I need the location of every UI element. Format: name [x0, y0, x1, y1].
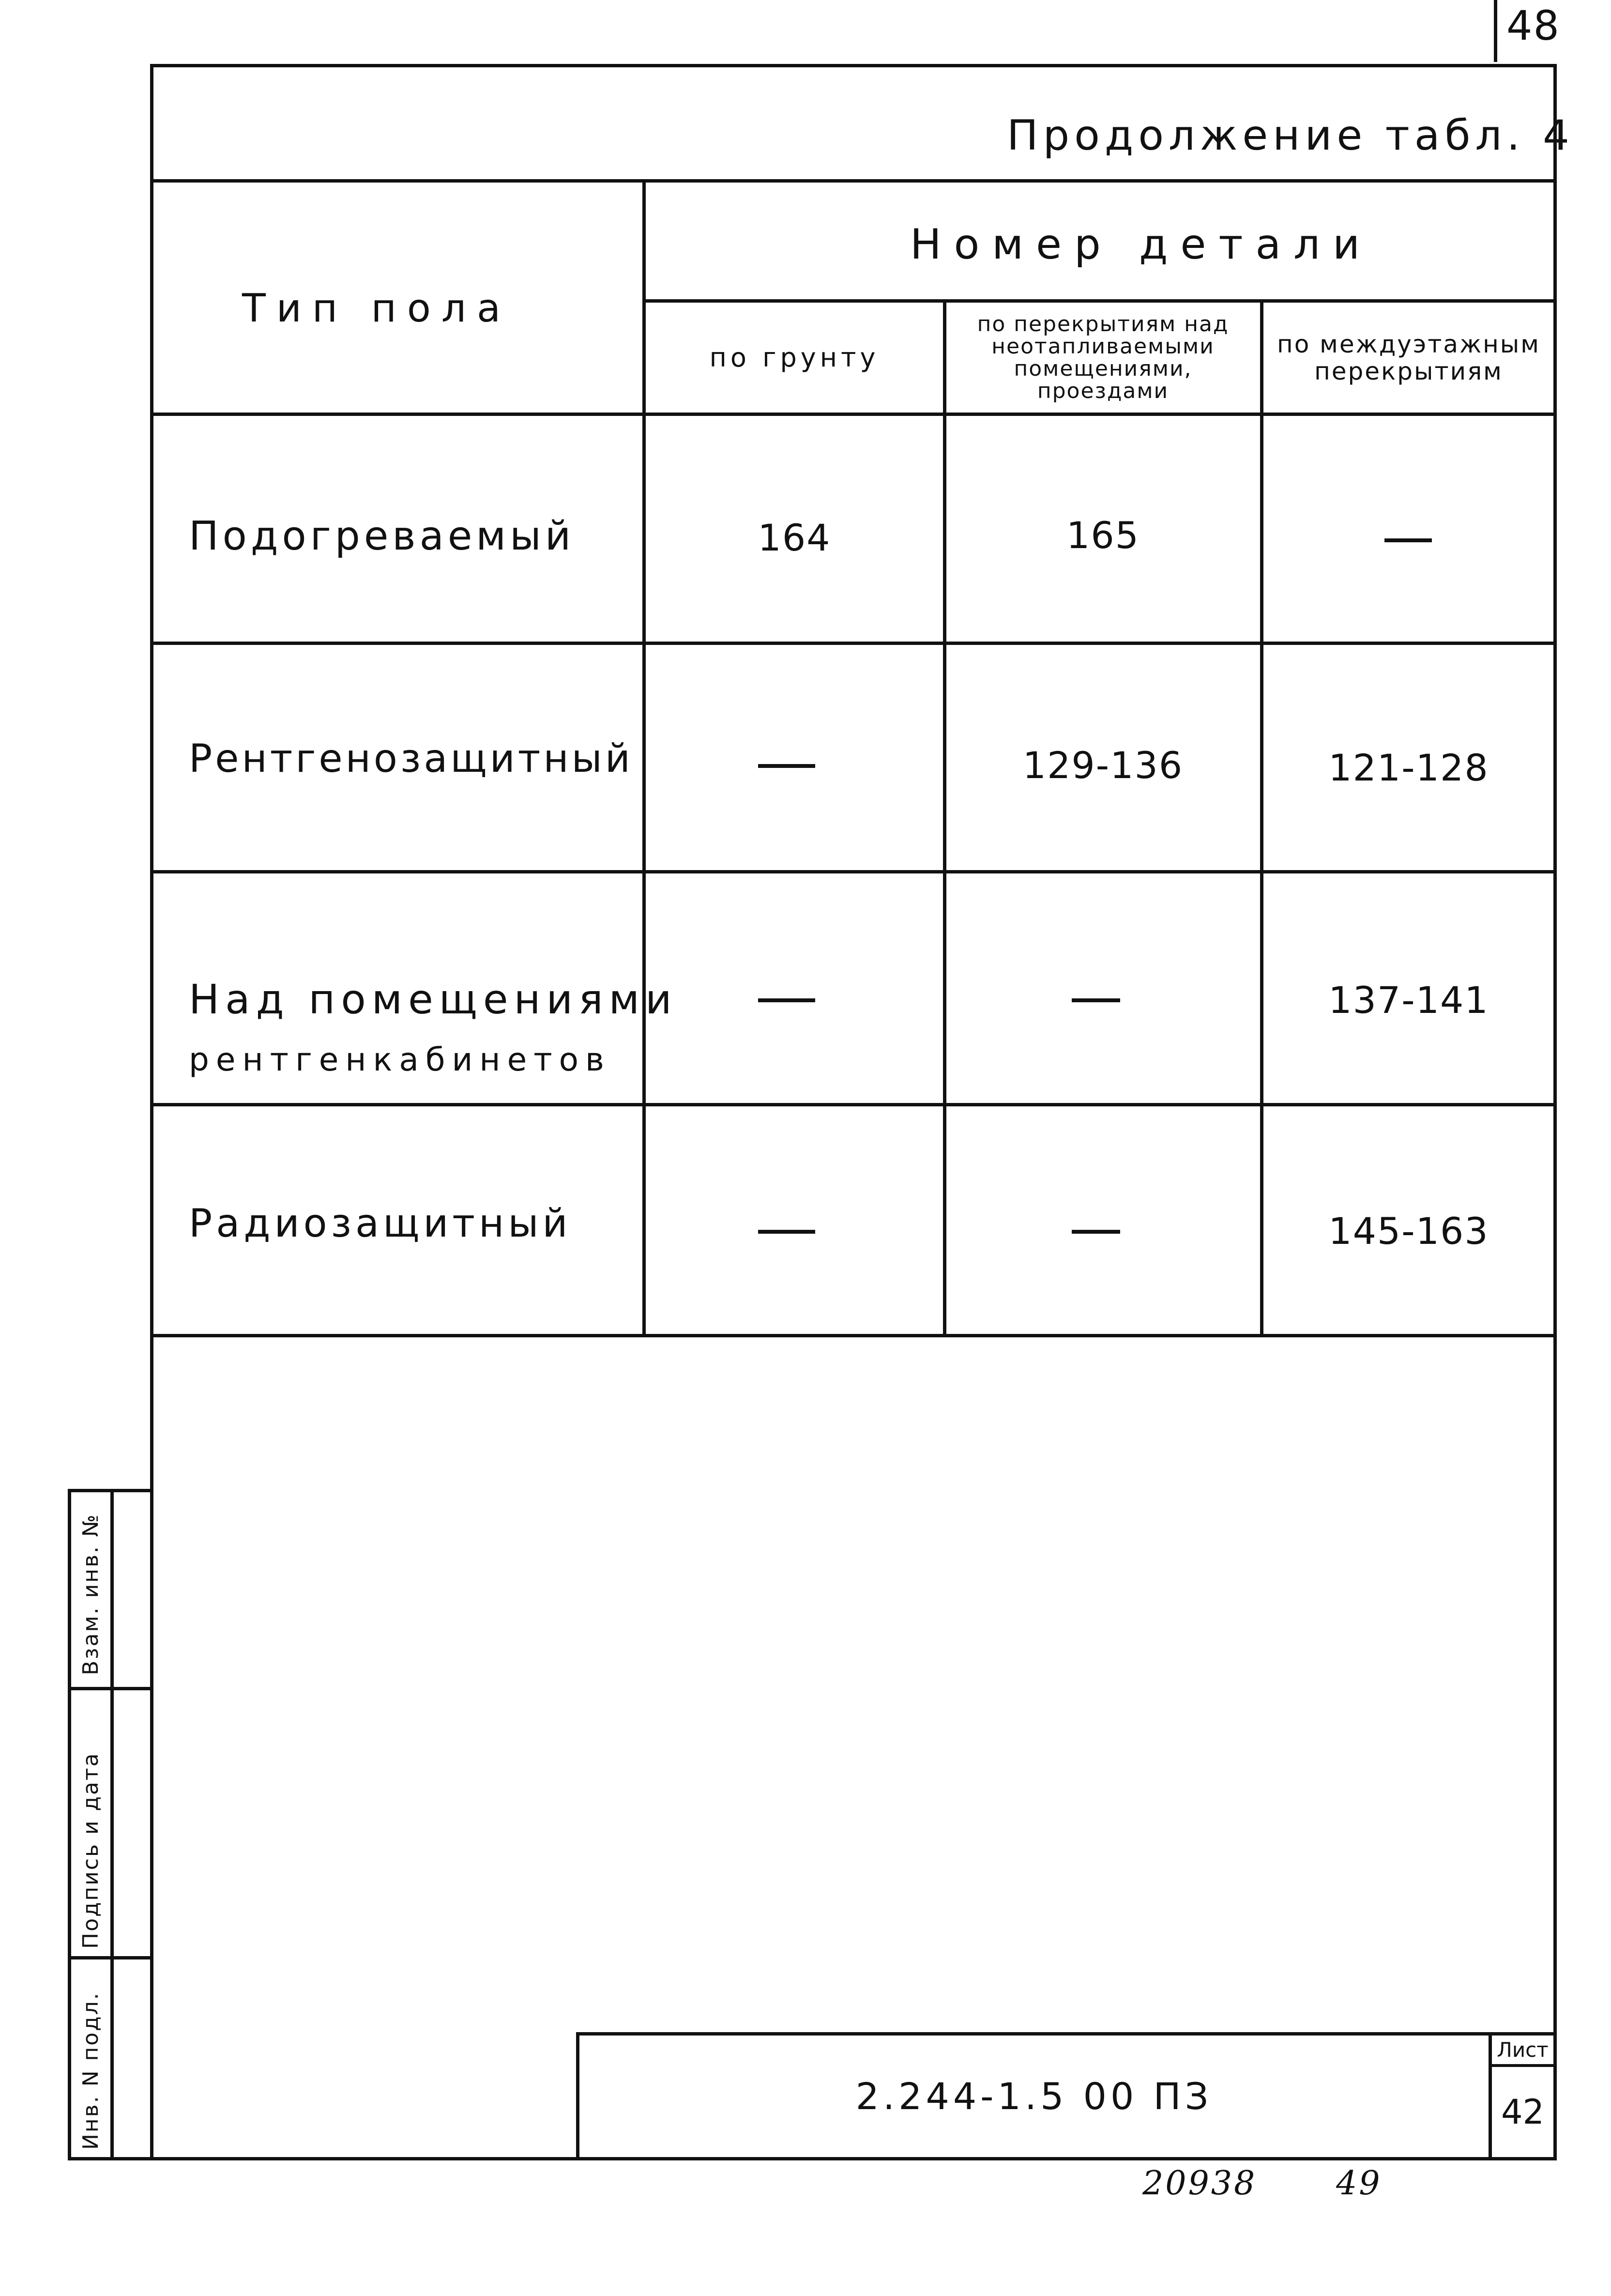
- page-number-rule: [1494, 0, 1497, 62]
- frame-top: [150, 64, 1557, 67]
- footer-page-number: 49: [1336, 2164, 1382, 2203]
- row4-floor-type: Радиозащитный: [189, 1201, 572, 1246]
- sheet-label: [1492, 2036, 1553, 2064]
- col-interfloor-label: по междуэтажным перекрытиям: [1277, 330, 1540, 385]
- page-number: 48: [1506, 2, 1560, 49]
- row3-ground-dash: [758, 998, 815, 1002]
- col2-divider: [943, 299, 946, 1337]
- table-caption: Продолжение табл. 4: [1007, 111, 1574, 160]
- frame-left: [150, 64, 153, 2160]
- row2-over-unheated: 129-136: [1022, 743, 1184, 787]
- col-over-unheated-label: по перекрытиям над неотапливаемыми помещениями, проездами: [977, 311, 1229, 403]
- stamp-inv-original: Инв. N подл.: [78, 1991, 103, 2150]
- col-over-unheated-header: [947, 303, 1259, 413]
- row3-interfloor: 137-141: [1328, 978, 1489, 1022]
- stamp-signature-date: Подпись и дата: [78, 1752, 103, 1949]
- header-bottom-border: [150, 413, 1557, 416]
- row3-bottom-border: [150, 1103, 1557, 1106]
- table-top-border: [150, 179, 1557, 183]
- archive-number: 20938: [1142, 2164, 1257, 2203]
- row3-over-unheated-dash: [1072, 998, 1120, 1002]
- stamp-divider-1: [68, 1687, 153, 1690]
- col3-divider: [1260, 299, 1263, 1337]
- row4-interfloor: 145-163: [1328, 1209, 1489, 1253]
- col-interfloor-header: [1264, 303, 1553, 413]
- row1-floor-type: Подогреваемый: [189, 513, 575, 559]
- titleblock-top: [576, 2032, 1557, 2036]
- stamp-top: [68, 1489, 153, 1492]
- stamp-outer-left: [68, 1489, 71, 2160]
- frame-bottom: [68, 2157, 1557, 2160]
- part-number-header: Номер детали: [910, 220, 1373, 269]
- document-code: [579, 2036, 1489, 2157]
- col-ground-label: по грунту: [709, 342, 880, 373]
- row2-floor-type: Рентгенозащитный: [189, 736, 633, 781]
- row4-ground-dash: [758, 1230, 815, 1234]
- row3-floor-type-line2: рентгенкабинетов: [189, 1041, 611, 1078]
- row2-interfloor: 121-128: [1328, 746, 1489, 789]
- row1-ground: 164: [758, 516, 831, 559]
- sheet-number: [1492, 2067, 1553, 2157]
- document-code-text: 2.244-1.5 00 ПЗ: [855, 2075, 1213, 2118]
- sheet-number-text: 42: [1501, 2092, 1545, 2132]
- col-ground-header: [646, 303, 943, 413]
- row2-ground-dash: [758, 764, 815, 768]
- row2-bottom-border: [150, 870, 1557, 873]
- row3-floor-type-line1: Над помещениями: [189, 976, 678, 1023]
- row1-interfloor-dash: [1384, 538, 1432, 542]
- stamp-divider-2: [68, 1956, 153, 1959]
- row1-bottom-border: [150, 642, 1557, 645]
- sheet-label-text: Лист: [1497, 2038, 1549, 2062]
- row1-over-unheated: 165: [1066, 513, 1140, 557]
- titleblock-sheet-divider: [1489, 2032, 1492, 2160]
- frame-right: [1553, 64, 1557, 2160]
- col1-divider: [642, 179, 646, 1337]
- floor-type-header: Тип пола: [242, 286, 511, 331]
- table-bottom-border: [150, 1334, 1557, 1337]
- row4-over-unheated-dash: [1072, 1230, 1120, 1234]
- subheader-divider: [642, 299, 1557, 303]
- stamp-replaced-inv: Взам. инв. №: [78, 1513, 103, 1675]
- stamp-inner-left: [110, 1489, 114, 2160]
- titleblock-left: [576, 2032, 579, 2160]
